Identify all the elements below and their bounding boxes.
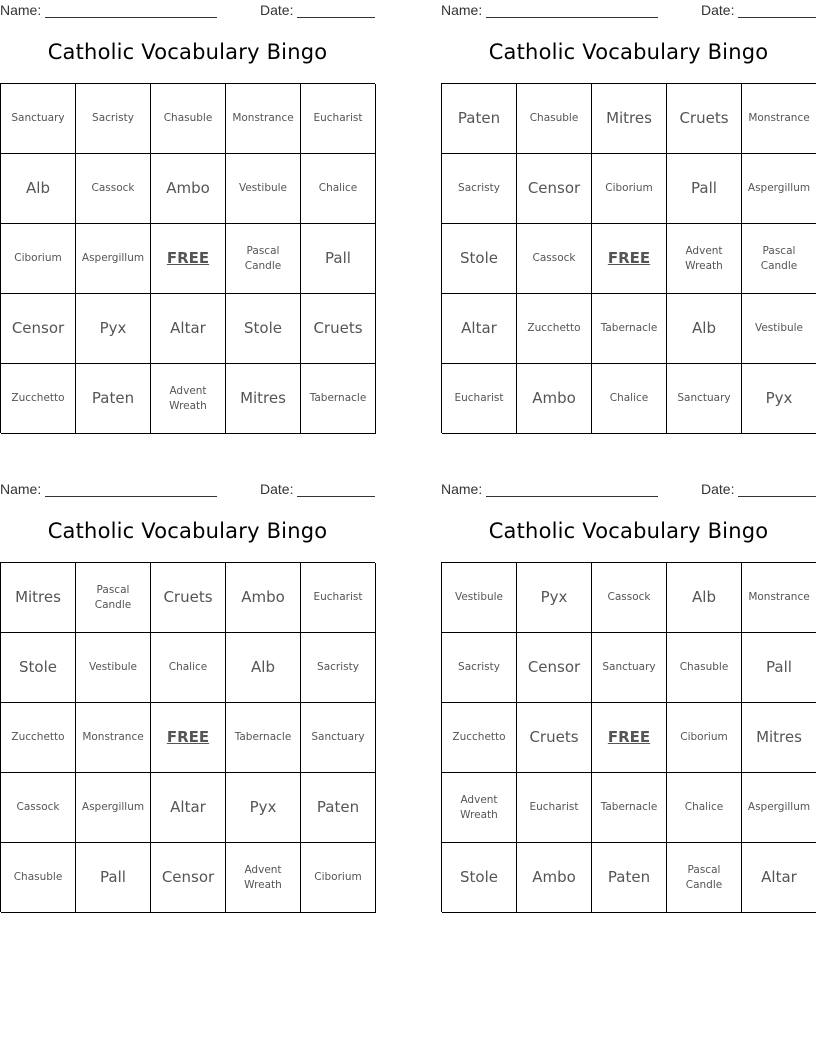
bingo-cell: Advent Wreath bbox=[667, 224, 742, 294]
name-blank-line bbox=[45, 496, 217, 497]
bingo-cell: Pascal Candle bbox=[667, 843, 742, 913]
bingo-cell: Chalice bbox=[301, 154, 376, 224]
bingo-cell: Ambo bbox=[517, 843, 592, 913]
date-label: Date: bbox=[260, 2, 294, 18]
bingo-card-4 bbox=[441, 479, 816, 913]
bingo-cell: Censor bbox=[517, 154, 592, 224]
bingo-cell: Pyx bbox=[226, 773, 301, 843]
card-title: Catholic Vocabulary Bingo bbox=[488, 40, 769, 64]
card-title: Catholic Vocabulary Bingo bbox=[47, 40, 328, 64]
bingo-cell: Eucharist bbox=[442, 364, 517, 434]
bingo-cell: Cruets bbox=[667, 84, 742, 154]
bingo-cell: Eucharist bbox=[301, 84, 376, 154]
bingo-cell: Sanctuary bbox=[301, 703, 376, 773]
bingo-cell: Paten bbox=[76, 364, 151, 434]
bingo-cell: Vestibule bbox=[742, 294, 816, 364]
bingo-cell: Mitres bbox=[1, 563, 76, 633]
bingo-cell: Vestibule bbox=[442, 563, 517, 633]
bingo-cell: Ambo bbox=[517, 364, 592, 434]
bingo-cell: Advent Wreath bbox=[226, 843, 301, 913]
card-title: Catholic Vocabulary Bingo bbox=[488, 519, 769, 543]
name-label: Name: bbox=[441, 481, 483, 497]
bingo-cell: Aspergillum bbox=[742, 773, 816, 843]
bingo-cell: Chasuble bbox=[667, 633, 742, 703]
bingo-cell: Paten bbox=[442, 84, 517, 154]
bingo-cell: Tabernacle bbox=[301, 364, 376, 434]
free-space-cell: FREE bbox=[592, 224, 667, 294]
bingo-cell: Chasuble bbox=[151, 84, 226, 154]
bingo-cell: Chalice bbox=[667, 773, 742, 843]
bingo-cell: Pyx bbox=[517, 563, 592, 633]
bingo-cell: Pall bbox=[667, 154, 742, 224]
bingo-cell: Stole bbox=[442, 843, 517, 913]
name-blank-line bbox=[486, 17, 658, 18]
bingo-cell: Cruets bbox=[301, 294, 376, 364]
free-space-cell: FREE bbox=[592, 703, 667, 773]
bingo-cell: Ambo bbox=[226, 563, 301, 633]
bingo-card-3 bbox=[0, 479, 375, 913]
bingo-cell: Zucchetto bbox=[517, 294, 592, 364]
bingo-cell: Altar bbox=[151, 773, 226, 843]
bingo-cell: Ciborium bbox=[301, 843, 376, 913]
name-date-line bbox=[441, 481, 816, 499]
date-blank-line bbox=[297, 17, 375, 18]
bingo-cell: Ciborium bbox=[592, 154, 667, 224]
bingo-cell: Zucchetto bbox=[442, 703, 517, 773]
bingo-cell: Pall bbox=[301, 224, 376, 294]
bingo-cell: Aspergillum bbox=[742, 154, 816, 224]
date-blank-line bbox=[297, 496, 375, 497]
date-label: Date: bbox=[701, 481, 735, 497]
bingo-cell: Altar bbox=[742, 843, 816, 913]
bingo-cell: Cruets bbox=[151, 563, 226, 633]
bingo-cell: Pall bbox=[76, 843, 151, 913]
bingo-cell: Chasuble bbox=[517, 84, 592, 154]
bingo-cell: Alb bbox=[667, 563, 742, 633]
bingo-cell: Mitres bbox=[226, 364, 301, 434]
bingo-cell: Chasuble bbox=[1, 843, 76, 913]
bingo-cell: Stole bbox=[226, 294, 301, 364]
bingo-cell: Tabernacle bbox=[592, 294, 667, 364]
date-label: Date: bbox=[701, 2, 735, 18]
bingo-cell: Monstrance bbox=[742, 563, 816, 633]
bingo-cell: Censor bbox=[1, 294, 76, 364]
bingo-cell: Pascal Candle bbox=[76, 563, 151, 633]
bingo-cell: Censor bbox=[517, 633, 592, 703]
bingo-cell: Eucharist bbox=[301, 563, 376, 633]
bingo-cell: Paten bbox=[301, 773, 376, 843]
date-label: Date: bbox=[260, 481, 294, 497]
bingo-cell: Alb bbox=[1, 154, 76, 224]
bingo-cell: Alb bbox=[667, 294, 742, 364]
bingo-cell: Advent Wreath bbox=[151, 364, 226, 434]
name-date-line bbox=[0, 481, 375, 499]
bingo-cell: Vestibule bbox=[76, 633, 151, 703]
bingo-cell: Pascal Candle bbox=[742, 224, 816, 294]
bingo-cell: Chalice bbox=[592, 364, 667, 434]
name-blank-line bbox=[486, 496, 658, 497]
bingo-cell: Sanctuary bbox=[592, 633, 667, 703]
name-label: Name: bbox=[0, 2, 42, 18]
bingo-cell: Monstrance bbox=[226, 84, 301, 154]
bingo-cell: Zucchetto bbox=[1, 703, 76, 773]
name-date-line bbox=[0, 2, 375, 20]
bingo-cell: Cassock bbox=[517, 224, 592, 294]
bingo-cell: Cruets bbox=[517, 703, 592, 773]
bingo-cell: Alb bbox=[226, 633, 301, 703]
bingo-cell: Paten bbox=[592, 843, 667, 913]
bingo-cell: Eucharist bbox=[517, 773, 592, 843]
bingo-cell: Mitres bbox=[592, 84, 667, 154]
bingo-cell: Sacristy bbox=[442, 154, 517, 224]
bingo-cell: Cassock bbox=[592, 563, 667, 633]
bingo-cell: Sacristy bbox=[76, 84, 151, 154]
bingo-cell: Monstrance bbox=[742, 84, 816, 154]
bingo-grid bbox=[0, 562, 375, 912]
bingo-cell: Advent Wreath bbox=[442, 773, 517, 843]
bingo-cell: Vestibule bbox=[226, 154, 301, 224]
bingo-cell: Pall bbox=[742, 633, 816, 703]
bingo-cell: Monstrance bbox=[76, 703, 151, 773]
card-title: Catholic Vocabulary Bingo bbox=[47, 519, 328, 543]
bingo-cell: Ciborium bbox=[667, 703, 742, 773]
bingo-cell: Mitres bbox=[742, 703, 816, 773]
bingo-cell: Sacristy bbox=[442, 633, 517, 703]
bingo-cell: Sacristy bbox=[301, 633, 376, 703]
bingo-cell: Altar bbox=[151, 294, 226, 364]
bingo-cell: Tabernacle bbox=[592, 773, 667, 843]
bingo-grid bbox=[441, 83, 816, 433]
bingo-cell: Zucchetto bbox=[1, 364, 76, 434]
bingo-cell: Sanctuary bbox=[1, 84, 76, 154]
bingo-cell: Stole bbox=[442, 224, 517, 294]
bingo-cell: Stole bbox=[1, 633, 76, 703]
name-blank-line bbox=[45, 17, 217, 18]
bingo-cell: Pyx bbox=[742, 364, 816, 434]
bingo-cell: Ciborium bbox=[1, 224, 76, 294]
bingo-card-2 bbox=[441, 0, 816, 434]
bingo-cell: Cassock bbox=[1, 773, 76, 843]
name-date-line bbox=[441, 2, 816, 20]
bingo-cell: Altar bbox=[442, 294, 517, 364]
free-space-cell: FREE bbox=[151, 703, 226, 773]
bingo-cell: Pascal Candle bbox=[226, 224, 301, 294]
bingo-cell: Ambo bbox=[151, 154, 226, 224]
bingo-cell: Cassock bbox=[76, 154, 151, 224]
bingo-cell: Sanctuary bbox=[667, 364, 742, 434]
bingo-cell: Tabernacle bbox=[226, 703, 301, 773]
bingo-cell: Aspergillum bbox=[76, 224, 151, 294]
bingo-grid bbox=[0, 83, 375, 433]
free-space-cell: FREE bbox=[151, 224, 226, 294]
bingo-cell: Censor bbox=[151, 843, 226, 913]
bingo-card-1 bbox=[0, 0, 375, 434]
bingo-cell: Pyx bbox=[76, 294, 151, 364]
bingo-grid bbox=[441, 562, 816, 912]
bingo-cell: Chalice bbox=[151, 633, 226, 703]
bingo-cell: Aspergillum bbox=[76, 773, 151, 843]
name-label: Name: bbox=[0, 481, 42, 497]
name-label: Name: bbox=[441, 2, 483, 18]
date-blank-line bbox=[738, 496, 816, 497]
date-blank-line bbox=[738, 17, 816, 18]
